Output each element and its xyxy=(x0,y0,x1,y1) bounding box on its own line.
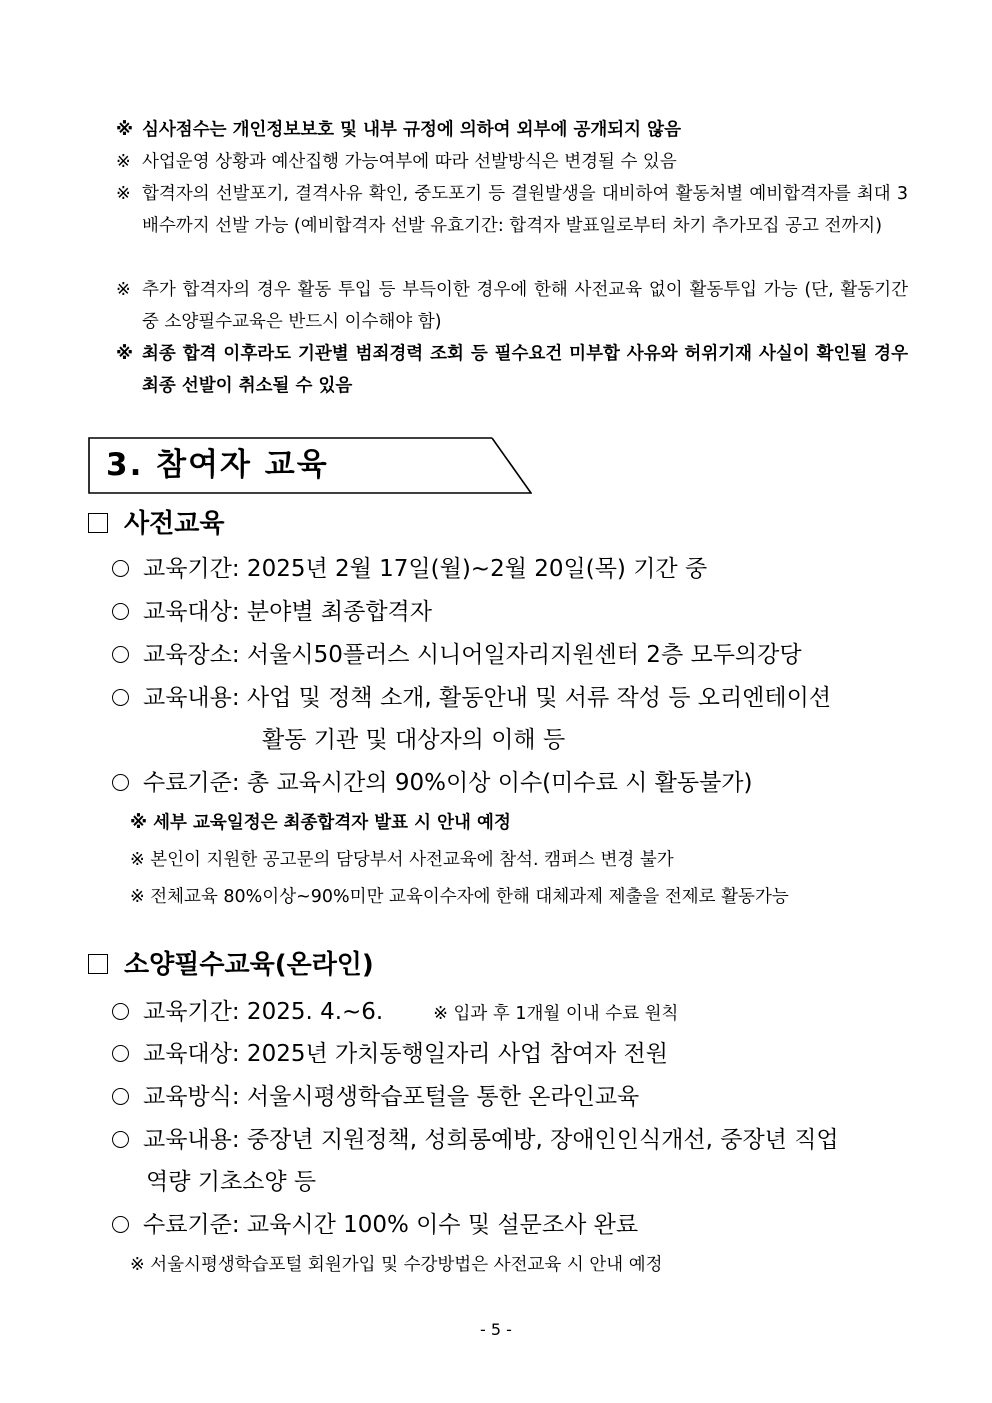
note-mark: ※ xyxy=(116,184,131,204)
circle-bullet-icon xyxy=(112,1088,129,1105)
note-reserve-candidates xyxy=(116,178,908,242)
note-mark: ※ xyxy=(116,344,134,364)
circle-bullet-icon xyxy=(112,1216,129,1233)
circle-bullet-icon xyxy=(112,689,129,706)
list-item-text: 수료기준: 총 교육시간의 90%이상 이수(미수료 시 활동불가) xyxy=(143,770,753,796)
note-text: 최종 합격 이후라도 기관별 범죄경력 조회 등 필수요건 미부합 사유와 허위기재 사실이 확인될 경우 최종 선발이 취소될 수 있음 xyxy=(142,344,908,396)
list-item xyxy=(112,677,831,719)
note-text: 추가 합격자의 경우 활동 투입 등 부득이한 경우에 한해 사전교육 없이 활동투입 가능 (단, 활동기간 중 소양필수교육은 반드시 이수해야 함) xyxy=(142,280,908,332)
circle-bullet-icon xyxy=(112,774,129,791)
list-item xyxy=(112,548,707,590)
list-item-text: 교육방식: 서울시평생학습포털을 통한 온라인교육 xyxy=(143,1084,640,1110)
section-title: 3. 참여자 교육 xyxy=(106,447,329,483)
list-item-text: 교육내용: 사업 및 정책 소개, 활동안내 및 서류 작성 등 오리엔테이션 xyxy=(143,685,832,711)
circle-bullet-icon xyxy=(112,560,129,577)
list-item-text: 교육기간: 2025년 2월 17일(월)~2월 20일(목) 기간 중 xyxy=(143,556,708,582)
square-bullet-icon xyxy=(88,513,108,533)
note-mark: ※ xyxy=(116,280,131,300)
page-number: - 5 - xyxy=(480,1320,512,1339)
list-item xyxy=(112,634,802,676)
circle-bullet-icon xyxy=(112,1003,129,1020)
note-mark: ※ xyxy=(116,152,131,172)
inline-note: ※ 입과 후 1개월 이내 수료 원칙 xyxy=(433,1004,679,1024)
sub-note: ※ 전체교육 80%이상~90%미만 교육이수자에 한해 대체과제 제출을 전제로 활동가능 xyxy=(130,887,789,907)
subsection-heading: 소양필수교육(온라인) xyxy=(124,950,374,980)
sub-note: ※ 세부 교육일정은 최종합격자 발표 시 안내 예정 xyxy=(130,813,511,833)
sub-note: ※ 본인이 지원한 공고문의 담당부서 사전교육에 참석. 캠퍼스 변경 불가 xyxy=(130,850,674,870)
list-item-text: 교육내용: 중장년 지원정책, 성희롱예방, 장애인인식개선, 중장년 직업 xyxy=(143,1127,839,1153)
circle-bullet-icon xyxy=(112,603,129,620)
list-item-text: 교육대상: 2025년 가치동행일자리 사업 참여자 전원 xyxy=(143,1041,668,1067)
list-item-text: 수료기준: 교육시간 100% 이수 및 설문조사 완료 xyxy=(143,1212,639,1238)
list-item xyxy=(112,1076,639,1118)
list-item xyxy=(112,1119,839,1161)
subsection-online-education xyxy=(88,947,374,983)
list-item xyxy=(112,991,678,1035)
note-selection-change xyxy=(116,146,908,178)
note-text: 심사점수는 개인정보보호 및 내부 규정에 의하여 외부에 공개되지 않음 xyxy=(142,120,681,140)
list-item xyxy=(112,591,432,633)
list-item xyxy=(112,1033,668,1075)
circle-bullet-icon xyxy=(112,646,129,663)
list-item xyxy=(112,762,752,804)
section-header xyxy=(88,437,532,494)
list-item-continuation: 역량 기초소양 등 xyxy=(146,1169,317,1195)
note-text: 사업운영 상황과 예산집행 가능여부에 따라 선발방식은 변경될 수 있음 xyxy=(142,152,677,172)
circle-bullet-icon xyxy=(112,1045,129,1062)
note-mark: ※ xyxy=(116,120,134,140)
note-cancellation xyxy=(116,338,908,402)
note-score-privacy xyxy=(116,114,908,146)
list-item-text: 교육대상: 분야별 최종합격자 xyxy=(143,599,432,625)
subsection-heading: 사전교육 xyxy=(124,509,225,539)
list-item xyxy=(112,1204,638,1246)
circle-bullet-icon xyxy=(112,1131,129,1148)
list-item-text: 교육기간: 2025. 4.~6. xyxy=(143,999,384,1025)
list-item-continuation: 활동 기관 및 대상자의 이해 등 xyxy=(262,727,566,753)
sub-note: ※ 서울시평생학습포털 회원가입 및 수강방법은 사전교육 시 안내 예정 xyxy=(130,1255,663,1275)
square-bullet-icon xyxy=(88,954,108,974)
note-additional-passers xyxy=(116,274,908,338)
list-item-text: 교육장소: 서울시50플러스 시니어일자리지원센터 2층 모두의강당 xyxy=(143,642,802,668)
note-text: 합격자의 선발포기, 결격사유 확인, 중도포기 등 결원발생을 대비하여 활동처별 예비합격자를 최대 3배수까지 선발 가능 (예비합격자 선발 유효기간: 합격자 발표일로부터 차기 추가모집 공고 전까지) xyxy=(142,184,908,236)
subsection-pre-education xyxy=(88,506,224,542)
